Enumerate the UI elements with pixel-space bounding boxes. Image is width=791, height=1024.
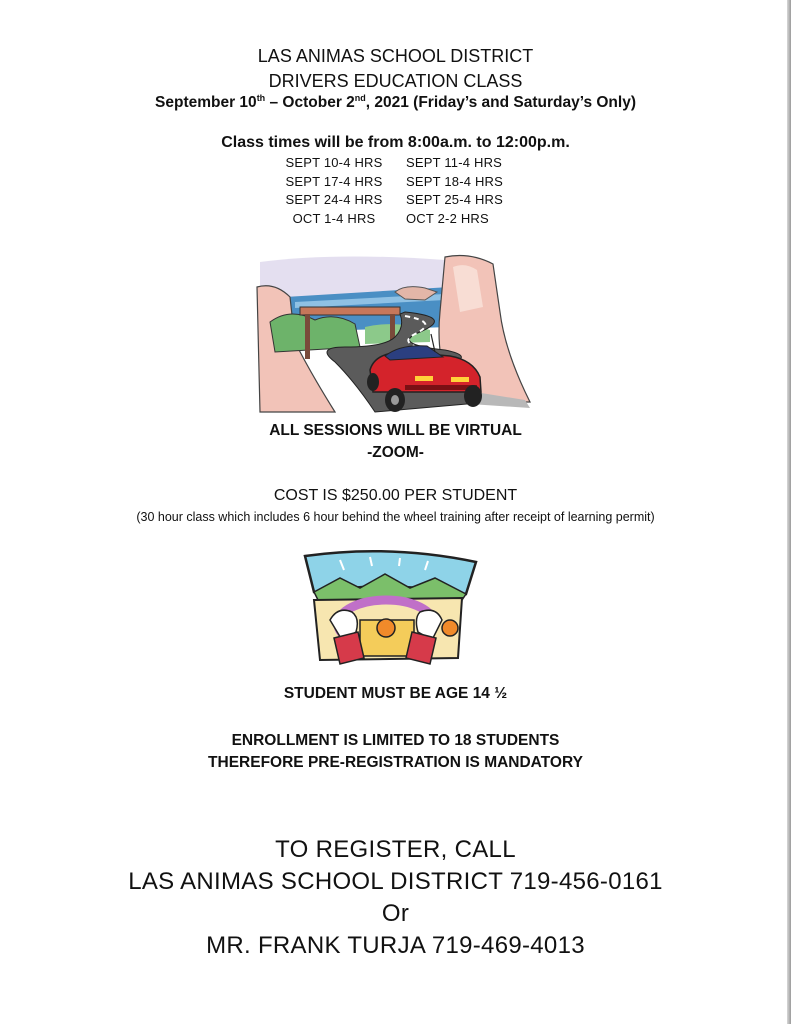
contact-phone: MR. FRANK TURJA 719-469-4013	[206, 932, 585, 959]
dates-sep: – October 2	[265, 94, 355, 111]
schedule-entry: OCT 2-2 HRS	[406, 210, 489, 226]
schedule-entry: SEPT 10-4 HRS	[285, 155, 383, 170]
preregistration-note: THEREFORE PRE-REGISTRATION IS MANDATORY	[208, 754, 583, 771]
schedule-entry: OCT 1-4 HRS	[292, 210, 376, 226]
virtual-line: ALL SESSIONS WILL BE VIRTUAL	[269, 422, 522, 439]
steering-wheel-illustration	[300, 548, 480, 670]
dates-start: September 10	[155, 94, 257, 111]
schedule-entry: SEPT 11-4 HRS	[406, 155, 503, 170]
or-separator: Or	[381, 900, 410, 927]
enrollment-limit: ENROLLMENT IS LIMITED TO 18 STUDENTS	[231, 732, 560, 749]
age-requirement: STUDENT MUST BE AGE 14 ½	[283, 685, 508, 702]
schedule-entry: SEPT 24-4 HRS	[285, 192, 383, 207]
district-phone: LAS ANIMAS SCHOOL DISTRICT 719-456-0161	[128, 868, 663, 895]
class-dates	[0, 94, 791, 112]
car-scene-illustration	[255, 252, 535, 417]
cost-note: (30 hour class which includes 6 hour behind the wheel training after receipt of learning permit)	[136, 510, 655, 524]
class-title: DRIVERS EDUCATION CLASS	[268, 71, 523, 91]
dates-start-sup: th	[256, 92, 266, 103]
class-times: Class times will be from 8:00a.m. to 12:00p.m.	[221, 134, 570, 151]
dates-tail: , 2021 (Friday’s and Saturday’s Only)	[365, 94, 636, 111]
schedule-entry: SEPT 17-4 HRS	[285, 173, 383, 189]
dates-end-sup: nd	[354, 92, 366, 103]
zoom-line: -ZOOM-	[367, 444, 424, 461]
schedule-grid	[270, 154, 530, 228]
schedule-entry: SEPT 18-4 HRS	[406, 173, 504, 189]
district-title: LAS ANIMAS SCHOOL DISTRICT	[257, 46, 534, 66]
register-heading: TO REGISTER, CALL	[275, 836, 516, 863]
schedule-entry: SEPT 25-4 HRS	[406, 192, 504, 207]
cost-line: COST IS $250.00 PER STUDENT	[273, 487, 518, 504]
